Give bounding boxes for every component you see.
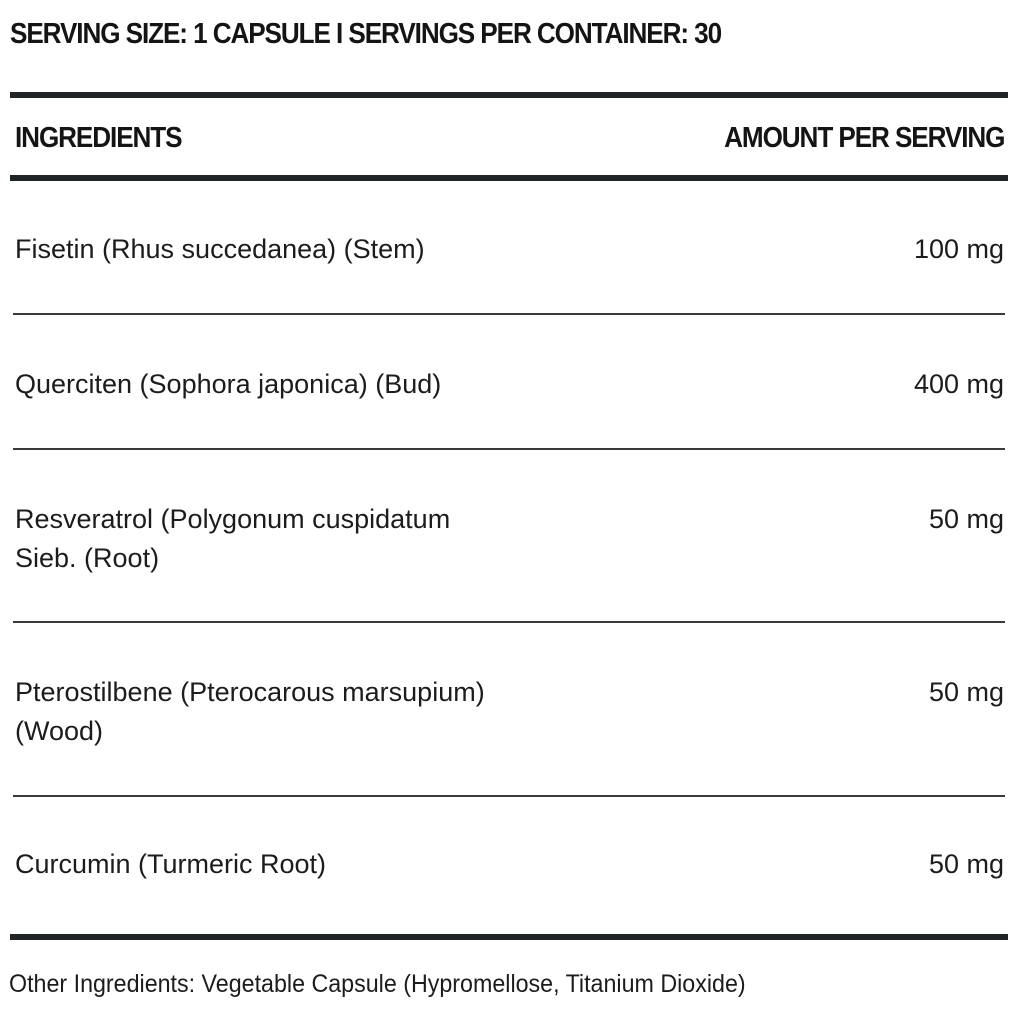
ingredient-name: Curcumin (Turmeric Root) xyxy=(15,849,327,879)
ingredient-amount: 100 mg xyxy=(913,234,1004,264)
ingredient-name: Resveratrol (Polygonum cuspidatum Sieb. (Root) xyxy=(15,504,451,573)
ingredient-name: Pterostilbene (Pterocarous marsupium) (Wood) xyxy=(15,677,485,746)
row-divider xyxy=(13,313,1005,315)
row-divider xyxy=(13,621,1005,623)
ingredient-amount: 400 mg xyxy=(913,369,1004,399)
header-top-rule xyxy=(10,92,1008,98)
row-divider xyxy=(13,448,1005,450)
ingredient-amount: 50 mg xyxy=(928,849,1004,879)
ingredient-amount: 50 mg xyxy=(928,677,1004,707)
ingredient-name: Fisetin (Rhus succedanea) (Stem) xyxy=(15,234,425,264)
ingredient-amount: 50 mg xyxy=(928,504,1004,534)
amount-column-header: AMOUNT PER SERVING xyxy=(723,122,1004,154)
table-bottom-rule xyxy=(10,934,1008,940)
ingredients-column-header: INGREDIENTS xyxy=(15,122,182,154)
header-bottom-rule xyxy=(10,175,1008,181)
ingredient-name: Querciten (Sophora japonica) (Bud) xyxy=(15,369,442,399)
other-ingredients: Other Ingredients: Vegetable Capsule (Hypromellose, Titanium Dioxide) xyxy=(9,970,746,998)
serving-info: SERVING SIZE: 1 CAPSULE I SERVINGS PER CONTAINER: 30 xyxy=(10,18,722,50)
row-divider xyxy=(13,795,1005,797)
